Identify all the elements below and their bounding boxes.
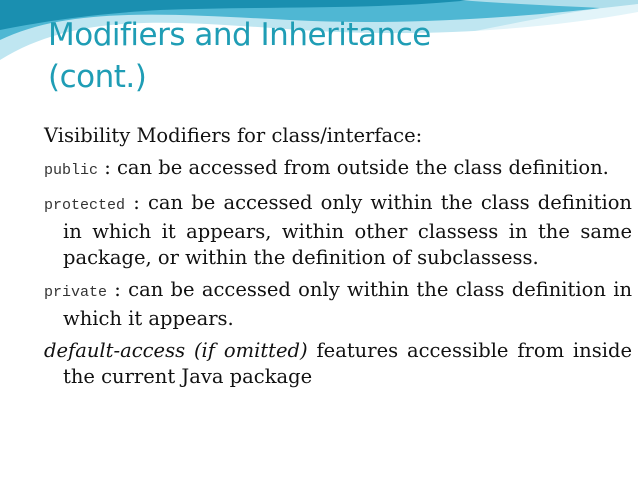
- protected-item: [44, 190, 632, 271]
- private-item: [44, 277, 632, 332]
- private-keyword: private: [44, 284, 108, 301]
- slide-title-line1: Modifiers and Inheritance: [48, 17, 431, 53]
- public-keyword: public: [44, 162, 99, 179]
- visibility-heading: Visibility Modifiers for class/interface:: [44, 124, 423, 147]
- protected-description: : can be accessed only within the class definition in which it appears, within other classess in the same package, or within the definition of subclassess.: [63, 191, 632, 269]
- default-item: [44, 338, 632, 390]
- slide-body: [44, 123, 632, 390]
- slide-title: [48, 14, 608, 98]
- public-item: [44, 155, 632, 184]
- private-description: : can be accessed only within the class definition in which it appears.: [63, 278, 632, 330]
- public-description: : can be accessed from outside the class definition.: [98, 156, 609, 179]
- slide-title-line2: (cont.): [48, 59, 147, 95]
- default-access-label: default-access (if omitted): [44, 339, 308, 362]
- default-description: features accessible from inside the current Java package: [63, 339, 632, 388]
- protected-keyword: protected: [44, 197, 126, 214]
